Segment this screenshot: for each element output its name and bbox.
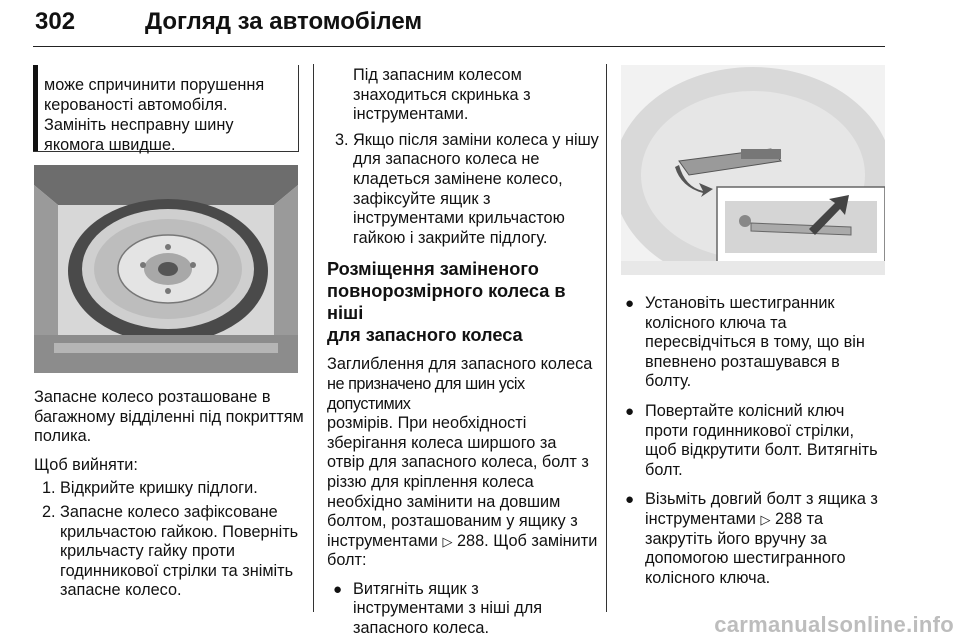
continued-text: Під запасним колесом знаходиться скринька з інструментами. (353, 66, 531, 124)
section-paragraph: Заглиблення для запасного колеса не призначено для шин усіх допустимих розмірів. При необхідності зберігання колеса ширшого за отвір для запасного колеса, болт з різзю для кріплення колеса необхідно замінити на довшим болтом, розташованим у ящику з інструментами ▷ 288. Щоб замінити болт: (327, 355, 598, 570)
page-ref-arrow-icon: ▷ (442, 533, 453, 549)
image-caption: Запасне колесо розташоване в багажному відділенні під покриттям полика. (34, 388, 304, 446)
list-item: ● Повертайте колісний ключ проти годинникової стрілки, щоб відкрутити болт. Витягніть болт. (625, 401, 878, 479)
warning-bar (33, 65, 38, 151)
page-number: 302 (35, 8, 76, 35)
bullet-icon: ● (333, 580, 343, 598)
bullet-icon: ● (625, 491, 635, 509)
page-header (33, 6, 885, 47)
warning-text: може спричинити порушення керованості автомобіля. Замініть несправну шину якомога швидше. (44, 76, 265, 154)
steps-list (34, 479, 308, 601)
section-heading: Розміщення заміненого повнорозмірного колеса в ніші для запасного колеса (327, 259, 566, 346)
watermark: carmanualsonline.info (714, 612, 954, 637)
list-item: 1. Відкрийте кришку підлоги. (42, 479, 258, 498)
page-reference-link[interactable]: 288 (774, 509, 803, 528)
list-item: 2. Запасне колесо зафіксоване крильчастою гайкою. Поверніть крильчасту гайку проти годинникової стрілки та зніміть запасне колесо. (42, 502, 299, 600)
spare-wheel-illustration (34, 165, 298, 373)
page-title: Догляд за автомобілем (145, 8, 423, 35)
list-item: ● Візьміть довгий болт з ящика з інструментами ▷ 288 та закрутіть його вручну за допомогою шестигранного колісного ключа. (625, 490, 878, 587)
tool-box-illustration (621, 65, 885, 275)
intro-text: Щоб вийняти: (34, 455, 138, 474)
list-item: ● Витягніть ящик з інструментами з ніші для запасного колеса. (333, 579, 543, 638)
warning-box (33, 65, 299, 152)
bullet-list (327, 580, 599, 639)
column-1-text (34, 388, 308, 601)
bullet-list (621, 294, 891, 588)
steps-list (327, 131, 599, 249)
tool-box-drawing (621, 65, 885, 275)
column-divider (606, 64, 607, 612)
list-item: 3. Якщо після заміни колеса у нішу для запасного колеса не кладеться замінене колесо, зафіксуйте ящик з інструментами крильчастою гайкою і закрийте підлогу. (335, 130, 599, 247)
column-3-text (621, 294, 891, 588)
page-ref-arrow-icon: ▷ (760, 511, 771, 527)
spare-wheel-drawing (34, 165, 298, 373)
column-2-text (327, 66, 599, 639)
page-reference-link[interactable]: 288 (456, 531, 485, 550)
column-divider (313, 64, 314, 612)
list-item: ● Установіть шестигранник колісного ключа та пересвідчіться в тому, що він впевнено розташувався в болту. (625, 294, 865, 391)
bullet-icon: ● (625, 402, 635, 420)
bullet-icon: ● (625, 295, 635, 312)
